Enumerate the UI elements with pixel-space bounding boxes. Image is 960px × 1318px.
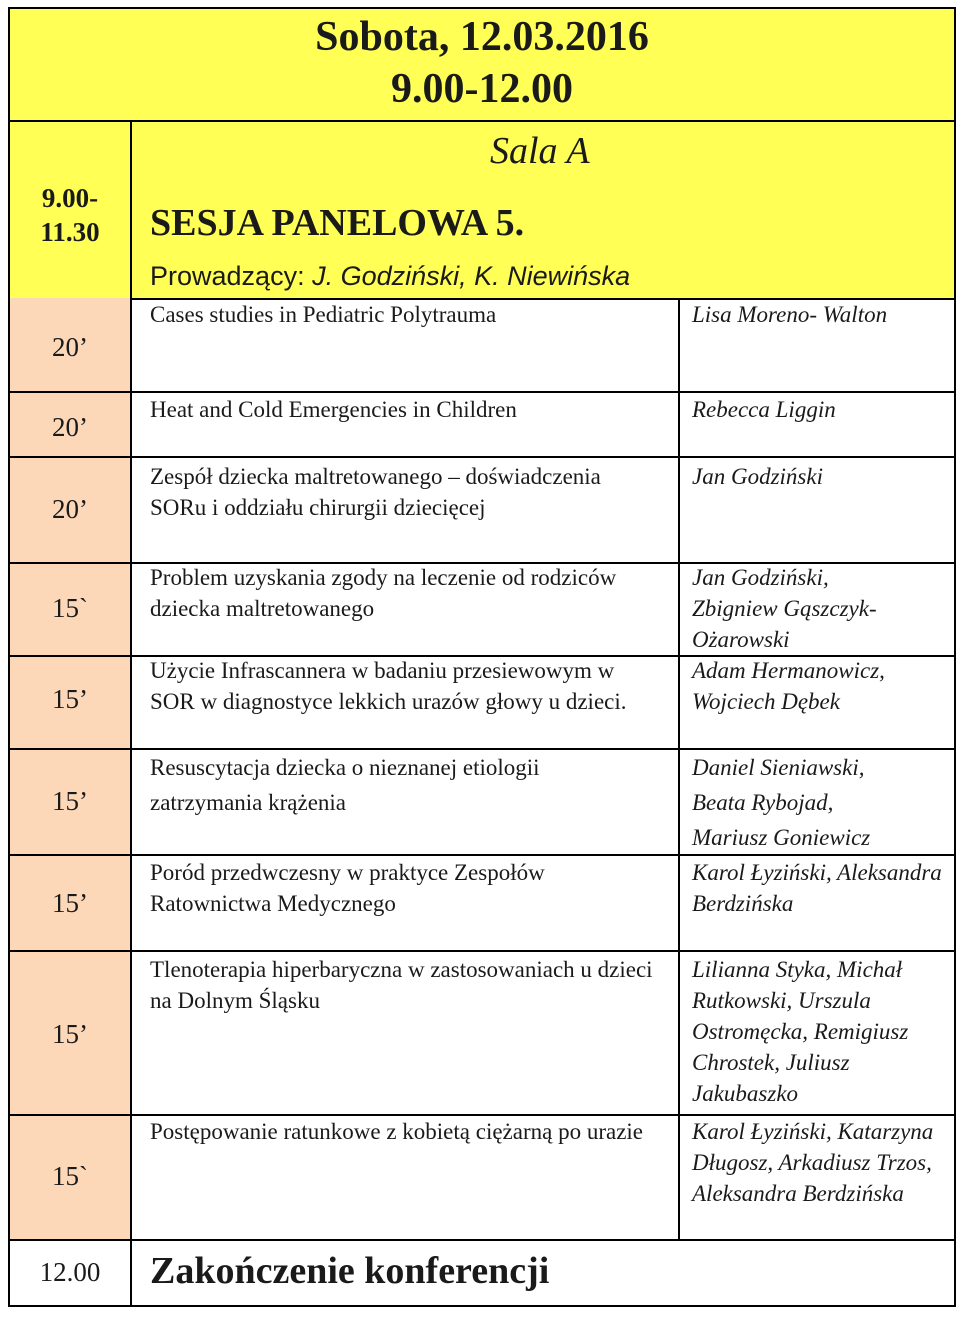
chairs-names: J. Godziński, K. Niewińska <box>312 261 631 291</box>
talk-topic: Heat and Cold Emergencies in Children <box>150 397 517 422</box>
talk-speakers: Lilianna Styka, Michał Rutkowski, Urszula Ostromęcka, Remigiusz Chrostek, Juliusz Jakubaszko <box>692 957 909 1106</box>
session-time-text: 9.00- 11.30 <box>40 183 100 247</box>
session-chairs <box>150 261 630 292</box>
talk-speakers: Daniel Sieniawski, Beata Rybojad, Mariusz Goniewicz <box>692 755 871 850</box>
talk-duration: 20’ <box>52 494 88 524</box>
talk-topic: Poród przedwczesny w praktyce Zespołów Ratownictwa Medycznego <box>150 860 545 916</box>
talk-speakers: Karol Łyziński, Katarzyna Długosz, Arkadiusz Trzos, Aleksandra Berdzińska <box>692 1119 934 1206</box>
talk-duration: 15` <box>52 593 88 623</box>
header-date: Sobota, 12.03.2016 <box>315 14 649 60</box>
header-date-block <box>10 9 954 122</box>
talk-speakers: Jan Godziński <box>692 464 823 489</box>
talk-speakers: Lisa Moreno- Walton <box>692 302 888 327</box>
talk-speakers: Adam Hermanowicz, Wojciech Dębek <box>692 658 885 714</box>
header-hours: 9.00-12.00 <box>391 66 573 112</box>
talk-duration: 15’ <box>52 684 88 714</box>
talk-topic: Postępowanie ratunkowe z kobietą ciężarną po urazie <box>150 1119 644 1144</box>
talk-duration: 15` <box>52 1161 88 1191</box>
talk-speakers: Rebecca Liggin <box>692 397 836 422</box>
schedule-table <box>8 7 956 1307</box>
chairs-label: Prowadzący: <box>150 261 313 291</box>
talk-topic: Zespół dziecka maltretowanego – doświadczenia SORu i oddziału chirurgii dziecięcej <box>150 464 601 520</box>
talk-duration: 15’ <box>52 1019 88 1049</box>
talk-duration: 15’ <box>52 786 88 816</box>
talk-duration: 15’ <box>52 888 88 918</box>
session-time <box>10 181 130 249</box>
session-title: SESJA PANELOWA 5. <box>150 202 525 244</box>
talk-topic: Tlenoterapia hiperbaryczna w zastosowaniach u dzieci na Dolnym Śląsku <box>150 957 653 1013</box>
talk-speakers: Jan Godziński, Zbigniew Gąszczyk-Ożarowski <box>692 565 877 652</box>
talk-speakers: Karol Łyziński, Aleksandra Berdzińska <box>692 860 942 916</box>
footer-title: Zakończenie konferencji <box>150 1250 550 1292</box>
talk-topic: Cases studies in Pediatric Polytrauma <box>150 302 497 327</box>
footer-time: 12.00 <box>39 1257 101 1287</box>
talk-duration: 20’ <box>52 332 88 362</box>
room-label: Sala A <box>490 130 590 172</box>
talk-topic: Resuscytacja dziecka o nieznanej etiologii zatrzymania krążenia <box>150 755 540 815</box>
talk-topic: Problem uzyskania zgody na leczenie od rodziców dziecka maltretowanego <box>150 565 617 621</box>
talk-topic: Użycie Infrascannera w badaniu przesiewowym w SOR w diagnostyce lekkich urazów głowy u dzieci. <box>150 658 627 714</box>
talk-duration: 20’ <box>52 412 88 442</box>
